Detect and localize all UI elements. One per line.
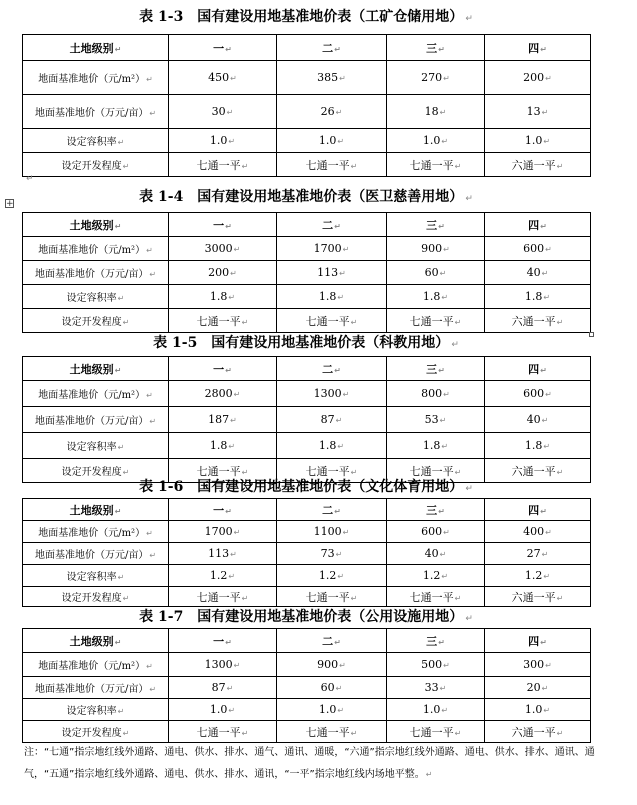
table-row	[23, 653, 591, 677]
table-cell: 18↵	[387, 95, 485, 129]
table-cell: 2800↵	[169, 381, 277, 407]
table-cell: 七通一平↵	[277, 153, 387, 177]
paragraph-mark: ↵	[26, 174, 34, 184]
table-row	[23, 309, 591, 333]
land-price-table	[22, 628, 591, 743]
table-row	[23, 61, 591, 95]
table-cell: 六通一平↵	[485, 721, 591, 743]
table-cell: 1700↵	[169, 521, 277, 543]
table-cell: 七通一平↵	[169, 459, 277, 483]
table-cell: 200↵	[485, 61, 591, 95]
table-cell: 20↵	[485, 677, 591, 699]
table-header-row	[23, 213, 591, 237]
table-title: 表 1-5 国有建设用地基准地价表（科教用地） ↵	[153, 335, 459, 351]
table-cell: 30↵	[169, 95, 277, 129]
table-row	[23, 129, 591, 153]
header-cell: 土地级别↵	[23, 629, 169, 653]
header-cell: 土地级别↵	[23, 357, 169, 381]
table-cell: 1.8↵	[387, 285, 485, 309]
row-label: 地面基准地价（万元/亩）↵	[23, 407, 169, 433]
land-price-table	[22, 34, 591, 177]
table-cell: 73↵	[277, 543, 387, 565]
table-cell: 1.2↵	[485, 565, 591, 587]
header-cell: 三↵	[387, 629, 485, 653]
table-cell: 60↵	[277, 677, 387, 699]
land-price-table	[22, 498, 591, 607]
row-label: 地面基准地价（元/m²）↵	[23, 653, 169, 677]
header-cell: 三↵	[387, 357, 485, 381]
table-cell: 七通一平↵	[277, 459, 387, 483]
land-price-table	[22, 212, 591, 333]
table-cell: 1.0↵	[485, 699, 591, 721]
table-cell: 七通一平↵	[277, 309, 387, 333]
land-price-table	[22, 356, 591, 483]
table-cell: 113↵	[277, 261, 387, 285]
row-label: 地面基准地价（万元/亩）↵	[23, 543, 169, 565]
header-cell: 二↵	[277, 629, 387, 653]
table-row	[23, 521, 591, 543]
table-cell: 六通一平↵	[485, 587, 591, 607]
table-cell: 七通一平↵	[387, 309, 485, 333]
header-cell: 一↵	[169, 357, 277, 381]
row-label: 地面基准地价（元/m²）↵	[23, 61, 169, 95]
table-cell: 113↵	[169, 543, 277, 565]
table-row	[23, 153, 591, 177]
table-cell: 六通一平↵	[485, 153, 591, 177]
row-label: 设定容积率↵	[23, 285, 169, 309]
table-cell: 七通一平↵	[277, 587, 387, 607]
header-cell: 土地级别↵	[23, 35, 169, 61]
table-cell: 1.0↵	[169, 699, 277, 721]
table-cell: 1100↵	[277, 521, 387, 543]
table-row	[23, 95, 591, 129]
table-cell: 七通一平↵	[277, 721, 387, 743]
table-cell: 七通一平↵	[169, 153, 277, 177]
header-cell: 二↵	[277, 499, 387, 521]
table-cell: 27↵	[485, 543, 591, 565]
header-cell: 四↵	[485, 499, 591, 521]
table-cell: 800↵	[387, 381, 485, 407]
table-cell: 1.8↵	[485, 433, 591, 459]
row-label: 设定开发程度↵	[23, 153, 169, 177]
row-label: 地面基准地价（万元/亩）↵	[23, 677, 169, 699]
table-title: 表 1-4 国有建设用地基准地价表（医卫慈善用地） ↵	[139, 189, 473, 205]
table-cell: 53↵	[387, 407, 485, 433]
table-cell: 1700↵	[277, 237, 387, 261]
table-cell: 33↵	[387, 677, 485, 699]
table-cell: 3000↵	[169, 237, 277, 261]
table-row	[23, 407, 591, 433]
table-cell: 500↵	[387, 653, 485, 677]
table-cell: 900↵	[277, 653, 387, 677]
table-cell: 1.2↵	[169, 565, 277, 587]
table-cell: 200↵	[169, 261, 277, 285]
table-cell: 七通一平↵	[387, 153, 485, 177]
table-header-row	[23, 357, 591, 381]
header-cell: 四↵	[485, 629, 591, 653]
table-header-row	[23, 35, 591, 61]
table-cell: 40↵	[387, 543, 485, 565]
table-cell: 1.8↵	[277, 285, 387, 309]
row-label: 设定开发程度↵	[23, 309, 169, 333]
header-cell: 四↵	[485, 213, 591, 237]
row-label: 设定开发程度↵	[23, 459, 169, 483]
table-cell: 1.0↵	[387, 129, 485, 153]
table-cell: 六通一平↵	[485, 309, 591, 333]
row-label: 设定容积率↵	[23, 699, 169, 721]
table-cell: 1.8↵	[277, 433, 387, 459]
header-cell: 二↵	[277, 213, 387, 237]
table-cell: 七通一平↵	[387, 587, 485, 607]
row-label: 地面基准地价（元/m²）↵	[23, 521, 169, 543]
table-row	[23, 677, 591, 699]
table-cell: 600↵	[485, 381, 591, 407]
table-row	[23, 543, 591, 565]
table-cell: 60↵	[387, 261, 485, 285]
header-cell: 土地级别↵	[23, 213, 169, 237]
header-cell: 二↵	[277, 357, 387, 381]
table-cell: 1.2↵	[277, 565, 387, 587]
table-cell: 1.8↵	[387, 433, 485, 459]
header-cell: 一↵	[169, 629, 277, 653]
footnote: 注：“七通”指宗地红线外通路、通电、供水、排水、通气、通讯、通暖，“六通”指宗地红线外通路、通电、供水、排水、通讯、通气，“五通”指宗地红线外通路、通电、供水、排水、通讯，“一平”指宗地红线内场地平整。↵	[24, 747, 595, 780]
table-cell: 1300↵	[277, 381, 387, 407]
table-row	[23, 237, 591, 261]
table-cell: 40↵	[485, 407, 591, 433]
row-label: 地面基准地价（万元/亩）↵	[23, 261, 169, 285]
table-cell: 385↵	[277, 61, 387, 95]
header-cell: 四↵	[485, 35, 591, 61]
table-row	[23, 587, 591, 607]
header-cell: 二↵	[277, 35, 387, 61]
table-move-handle-icon[interactable]: +	[6, 199, 14, 209]
table-row	[23, 285, 591, 309]
table-cell: 600↵	[387, 521, 485, 543]
table-cell: 450↵	[169, 61, 277, 95]
table-header-row	[23, 629, 591, 653]
table-row	[23, 565, 591, 587]
table-cell: 400↵	[485, 521, 591, 543]
header-cell: 土地级别↵	[23, 499, 169, 521]
row-label: 地面基准地价（元/m²）↵	[23, 381, 169, 407]
table-cell: 七通一平↵	[387, 459, 485, 483]
table-cell: 600↵	[485, 237, 591, 261]
table-cell: 40↵	[485, 261, 591, 285]
table-cell: 1.0↵	[387, 699, 485, 721]
header-cell: 一↵	[169, 499, 277, 521]
table-cell: 1.2↵	[387, 565, 485, 587]
table-cell: 87↵	[277, 407, 387, 433]
table-header-row	[23, 499, 591, 521]
table-cell: 六通一平↵	[485, 459, 591, 483]
table-title: 表 1-7 国有建设用地基准地价表（公用设施用地） ↵	[139, 609, 473, 625]
table-cell: 87↵	[169, 677, 277, 699]
table-cell: 七通一平↵	[169, 309, 277, 333]
table-cell: 七通一平↵	[169, 587, 277, 607]
table-row	[23, 699, 591, 721]
table-cell: 26↵	[277, 95, 387, 129]
row-label: 设定容积率↵	[23, 433, 169, 459]
header-cell: 三↵	[387, 35, 485, 61]
header-cell: 三↵	[387, 499, 485, 521]
table-cell: 七通一平↵	[387, 721, 485, 743]
row-label: 设定开发程度↵	[23, 587, 169, 607]
table-cell: 1.8↵	[485, 285, 591, 309]
table-cell: 300↵	[485, 653, 591, 677]
row-label: 地面基准地价（万元/亩）↵	[23, 95, 169, 129]
row-label: 设定开发程度↵	[23, 721, 169, 743]
table-cell: 1300↵	[169, 653, 277, 677]
table-cell: 1.8↵	[169, 285, 277, 309]
table-row	[23, 261, 591, 285]
table-cell: 1.0↵	[169, 129, 277, 153]
header-cell: 一↵	[169, 213, 277, 237]
header-cell: 三↵	[387, 213, 485, 237]
table-cell: 1.0↵	[277, 129, 387, 153]
row-label: 设定容积率↵	[23, 129, 169, 153]
row-label: 设定容积率↵	[23, 565, 169, 587]
table-cell: 1.0↵	[485, 129, 591, 153]
table-cell: 1.8↵	[169, 433, 277, 459]
table-row	[23, 721, 591, 743]
table-cell: 13↵	[485, 95, 591, 129]
header-cell: 四↵	[485, 357, 591, 381]
table-cell: 270↵	[387, 61, 485, 95]
table-cell: 七通一平↵	[169, 721, 277, 743]
table-cell: 900↵	[387, 237, 485, 261]
table-cell: 1.0↵	[277, 699, 387, 721]
row-label: 地面基准地价（元/m²）↵	[23, 237, 169, 261]
table-cell: 187↵	[169, 407, 277, 433]
table-row	[23, 381, 591, 407]
table-title: 表 1-3 国有建设用地基准地价表（工矿仓储用地） ↵	[139, 9, 473, 25]
header-cell: 一↵	[169, 35, 277, 61]
table-title: 表 1-6 国有建设用地基准地价表（文化体育用地） ↵	[139, 479, 473, 495]
table-row	[23, 433, 591, 459]
